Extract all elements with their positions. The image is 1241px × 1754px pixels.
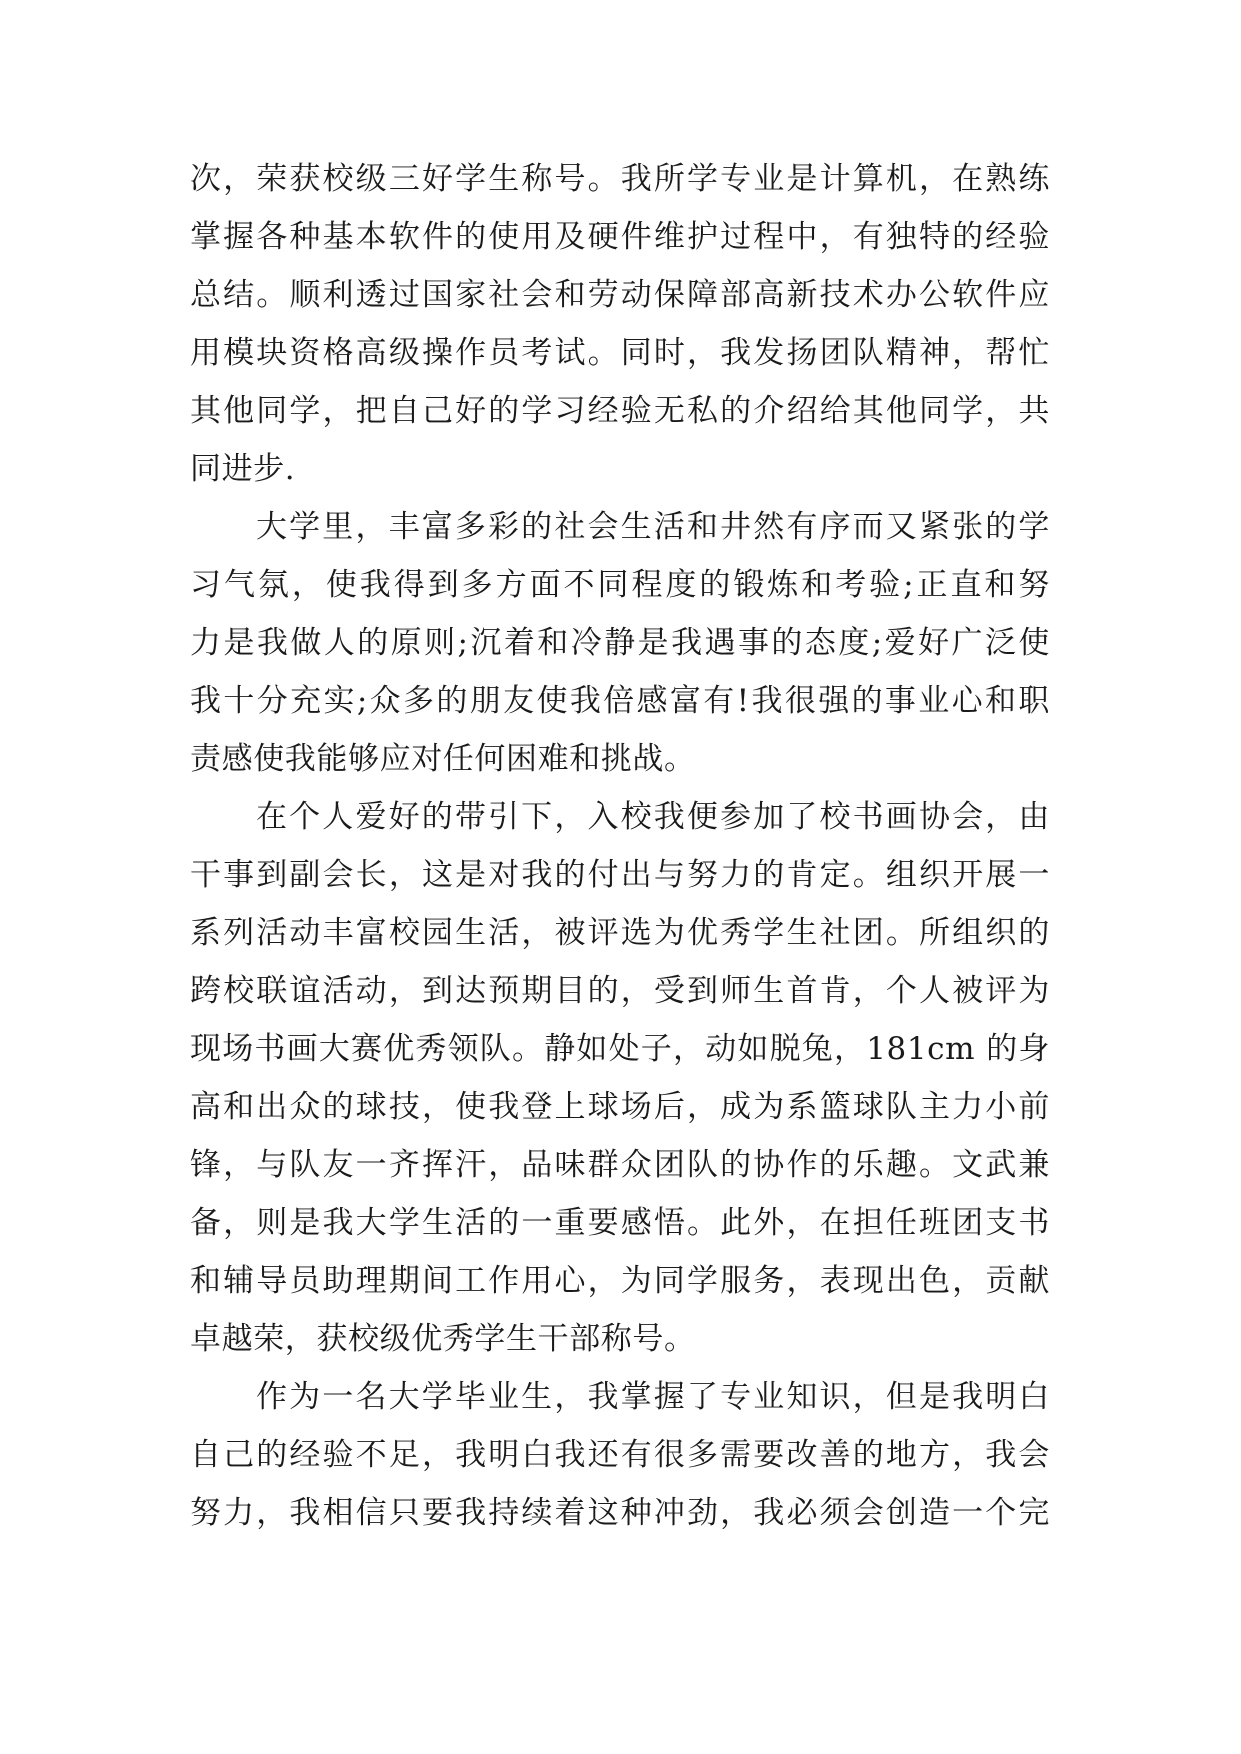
text-line: 备，则是我大学生活的一重要感悟。此外，在担任班团支书 [190, 1205, 1050, 1241]
text-line: 用模块资格高级操作员考试。同时，我发扬团队精神，帮忙 [190, 335, 1050, 371]
text-line: 同进步. [190, 451, 296, 487]
text-line: 努力，我相信只要我持续着这种冲劲，我必须会创造一个完 [190, 1495, 1050, 1531]
text-line: 我十分充实;众多的朋友使我倍感富有!我很强的事业心和职 [190, 683, 1050, 719]
text-line: 系列活动丰富校园生活，被评选为优秀学生社团。所组织的 [190, 915, 1050, 951]
paragraph-2 [190, 498, 1050, 788]
paragraph-4 [190, 1368, 1050, 1542]
text-line: 跨校联谊活动，到达预期目的，受到师生首肯，个人被评为 [190, 973, 1050, 1009]
document-page [190, 150, 1050, 1542]
text-line: 高和出众的球技，使我登上球场后，成为系篮球队主力小前 [190, 1089, 1050, 1125]
text-line: 总结。顺利透过国家社会和劳动保障部高新技术办公软件应 [190, 277, 1050, 313]
text-line: 现场书画大赛优秀领队。静如处子，动如脱兔，181cm 的身 [190, 1031, 1050, 1067]
text-line: 大学里，丰富多彩的社会生活和井然有序而又紧张的学 [256, 509, 1050, 545]
text-line: 干事到副会长，这是对我的付出与努力的肯定。组织开展一 [190, 857, 1050, 893]
text-line: 作为一名大学毕业生，我掌握了专业知识，但是我明白 [256, 1379, 1050, 1415]
text-line: 自己的经验不足，我明白我还有很多需要改善的地方，我会 [190, 1437, 1050, 1473]
text-line: 其他同学，把自己好的学习经验无私的介绍给其他同学，共 [190, 393, 1050, 429]
text-line: 掌握各种基本软件的使用及硬件维护过程中，有独特的经验 [190, 219, 1050, 255]
text-line: 次，荣获校级三好学生称号。我所学专业是计算机，在熟练 [190, 161, 1050, 197]
paragraph-1 [190, 150, 1050, 498]
text-line: 锋，与队友一齐挥汗，品味群众团队的协作的乐趣。文武兼 [190, 1147, 1050, 1183]
text-line: 力是我做人的原则;沉着和冷静是我遇事的态度;爱好广泛使 [190, 625, 1050, 661]
text-line: 和辅导员助理期间工作用心，为同学服务，表现出色，贡献 [190, 1263, 1050, 1299]
text-line: 责感使我能够应对任何困难和挑战。 [190, 741, 696, 777]
paragraph-3 [190, 788, 1050, 1368]
text-line: 习气氛，使我得到多方面不同程度的锻炼和考验;正直和努 [190, 567, 1050, 603]
text-line: 在个人爱好的带引下，入校我便参加了校书画协会，由 [256, 799, 1050, 835]
text-line: 卓越荣，获校级优秀学生干部称号。 [190, 1321, 696, 1357]
